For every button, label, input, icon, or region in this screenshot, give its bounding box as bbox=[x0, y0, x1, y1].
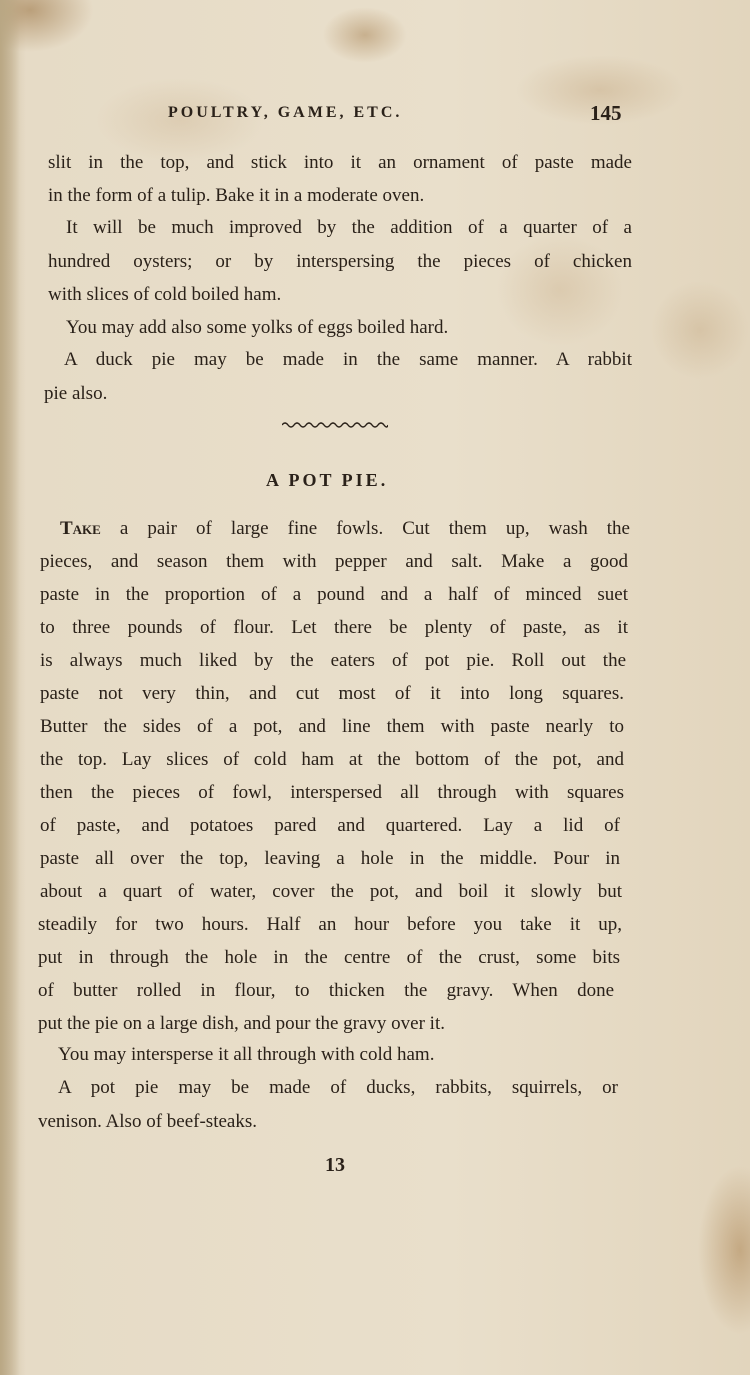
text-line: steadily for two hours. Half an hour before you take it up, bbox=[38, 914, 622, 935]
text-line: Butter the sides of a pot, and line them with paste nearly to bbox=[40, 716, 624, 737]
text-line: paste all over the top, leaving a hole in the middle. Pour in bbox=[40, 848, 620, 869]
text-line: put the pie on a large dish, and pour the gravy over it. bbox=[38, 1013, 445, 1034]
text-line-first bbox=[60, 517, 630, 541]
text-line: then the pieces of fowl, interspersed all through with squares bbox=[40, 782, 624, 803]
text-line: of paste, and potatoes pared and quartered. Lay a lid of bbox=[40, 815, 620, 836]
text-line: pieces, and season them with pepper and salt. Make a good bbox=[40, 551, 628, 572]
text-line: of butter rolled in flour, to thicken the gravy. When done bbox=[38, 980, 614, 1001]
text-line: the top. Lay slices of cold ham at the bottom of the pot, and bbox=[40, 749, 624, 770]
drop-word: Take bbox=[60, 518, 101, 539]
text-line: about a quart of water, cover the pot, and boil it slowly but bbox=[40, 881, 622, 902]
text-line: to three pounds of flour. Let there be plenty of paste, as it bbox=[40, 617, 628, 638]
text-line: in the form of a tulip. Bake it in a moderate oven. bbox=[48, 185, 425, 206]
running-head: POULTRY, GAME, ETC. bbox=[168, 104, 403, 121]
text-line: A pot pie may be made of ducks, rabbits, squirrels, or bbox=[58, 1077, 618, 1098]
text-line: You may add also some yolks of eggs boiled hard. bbox=[66, 317, 449, 338]
text-line: hundred oysters; or by interspersing the pieces of chicken bbox=[48, 251, 632, 272]
text-line: It will be much improved by the addition of a quarter of a bbox=[66, 217, 632, 238]
section-heading: A POT PIE. bbox=[266, 470, 389, 490]
text-line: is always much liked by the eaters of pot pie. Roll out the bbox=[40, 650, 626, 671]
page-number: 145 bbox=[590, 101, 622, 125]
text-line: slit in the top, and stick into it an ornament of paste made bbox=[48, 152, 632, 173]
text-line: paste in the proportion of a pound and a half of minced suet bbox=[40, 584, 628, 605]
page-gutter-shadow bbox=[0, 0, 20, 1375]
section-divider bbox=[282, 420, 388, 430]
text-line: venison. Also of beef-steaks. bbox=[38, 1111, 257, 1132]
text-line: pie also. bbox=[44, 383, 108, 404]
text-line: paste not very thin, and cut most of it into long squares. bbox=[40, 683, 624, 704]
text-line: put in through the hole in the centre of the crust, some bits bbox=[38, 947, 620, 968]
text-line: with slices of cold boiled ham. bbox=[48, 284, 282, 305]
first-line-text: a pair of large fine fowls. Cut them up, wash the bbox=[100, 518, 630, 539]
text-line: A duck pie may be made in the same manner. A rabbit bbox=[64, 349, 632, 370]
signature-mark: 13 bbox=[325, 1154, 345, 1176]
text-line: You may intersperse it all through with cold ham. bbox=[58, 1044, 435, 1065]
